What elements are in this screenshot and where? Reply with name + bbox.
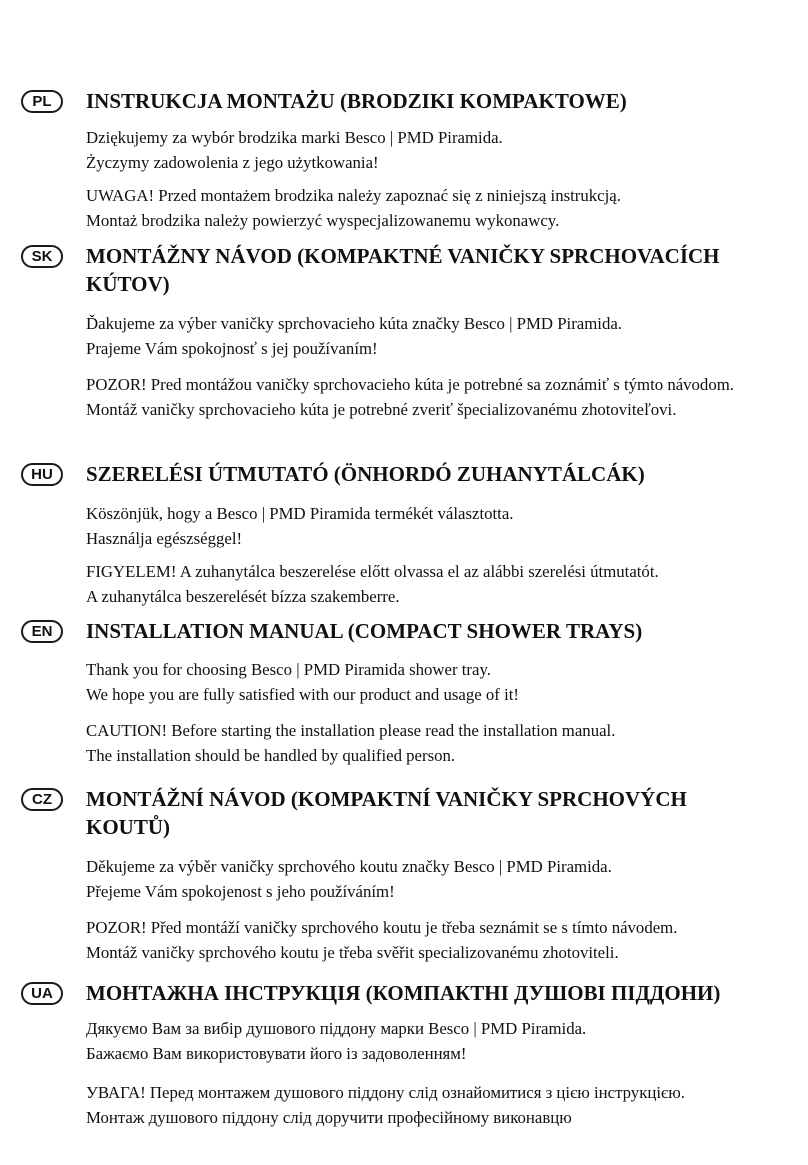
section-title-ua: МОНТАЖНА ІНСТРУКЦІЯ (КОМПАКТНІ ДУШОВІ ПІДДОНИ) xyxy=(86,981,721,1005)
thanks-line: Használja egészséggel! xyxy=(86,528,243,548)
thanks-line: Prajeme Vám spokojnosť s jej používaním! xyxy=(86,338,378,358)
caution-paragraph-ua xyxy=(86,1081,798,1130)
thanks-line: Дякуємо Вам за вибір душового піддону марки Besco | PMD Piramida. xyxy=(86,1019,587,1038)
language-badge-en: EN xyxy=(21,620,63,643)
caution-line: Montaż brodzika należy powierzyć wyspecjalizowanemu wykonawcy. xyxy=(86,210,560,230)
caution-line: CAUTION! Before starting the installation please read the installation manual. xyxy=(86,721,616,740)
thanks-paragraph-cz xyxy=(86,855,798,904)
language-badge-pl: PL xyxy=(21,90,63,113)
caution-paragraph-cz xyxy=(86,916,798,965)
section-title-hu: SZERELÉSI ÚTMUTATÓ (ÖNHORDÓ ZUHANYTÁLCÁK) xyxy=(86,462,645,486)
thanks-paragraph-hu xyxy=(86,502,798,551)
language-badge-cz: CZ xyxy=(21,788,63,811)
caution-paragraph-hu xyxy=(86,560,798,609)
language-badge-hu: HU xyxy=(21,463,63,486)
thanks-line: Přejeme Vám spokojenost s jeho používáním! xyxy=(86,881,395,901)
thanks-line: Köszönjük, hogy a Besco | PMD Piramida termékét választotta. xyxy=(86,504,514,523)
caution-line: POZOR! Pred montážou vaničky sprchovacieho kúta je potrebné sa zoznámiť s týmto návodom. xyxy=(86,375,734,394)
thanks-line: We hope you are fully satisfied with our product and usage of it! xyxy=(86,684,519,704)
caution-line: Montáž vaničky sprchového koutu je třeba svěřit specializovanému zhotoviteli. xyxy=(86,942,619,962)
thanks-line: Życzymy zadowolenia z jego użytkowania! xyxy=(86,152,379,172)
section-title-en: INSTALLATION MANUAL (COMPACT SHOWER TRAYS) xyxy=(86,619,643,643)
section-title-cz: MONTÁŽNÍ NÁVOD (KOMPAKTNÍ VANIČKY SPRCHOVÝCH KOUTŮ) xyxy=(86,787,687,839)
language-badge-sk: SK xyxy=(21,245,63,268)
caution-line: Монтаж душового піддону слід доручити професійному виконавцю xyxy=(86,1107,572,1127)
thanks-line: Ďakujeme za výber vaničky sprchovacieho kúta značky Besco | PMD Piramida. xyxy=(86,314,622,333)
thanks-line: Děkujeme za výběr vaničky sprchového koutu značky Besco | PMD Piramida. xyxy=(86,857,612,876)
caution-line: УВАГА! Перед монтажем душового піддону слід ознайомитися з цією інструкцією. xyxy=(86,1083,685,1102)
thanks-paragraph-ua xyxy=(86,1017,798,1066)
thanks-line: Thank you for choosing Besco | PMD Piramida shower tray. xyxy=(86,660,491,679)
thanks-paragraph-sk xyxy=(86,312,798,361)
thanks-paragraph-en xyxy=(86,658,798,707)
language-badge-ua: UA xyxy=(21,982,63,1005)
thanks-line: Dziękujemy za wybór brodzika marki Besco | PMD Piramida. xyxy=(86,128,503,147)
section-title-sk: MONTÁŽNY NÁVOD (KOMPAKTNÉ VANIČKY SPRCHOVACÍCH KÚTOV) xyxy=(86,244,720,296)
thanks-paragraph-pl xyxy=(86,126,798,175)
caution-line: A zuhanytálca beszerelését bízza szakemberre. xyxy=(86,586,400,606)
section-title-pl: INSTRUKCJA MONTAŻU (BRODZIKI KOMPAKTOWE) xyxy=(86,89,627,113)
caution-line: The installation should be handled by qualified person. xyxy=(86,745,456,765)
caution-line: UWAGA! Przed montażem brodzika należy zapoznać się z niniejszą instrukcją. xyxy=(86,186,621,205)
caution-line: Montáž vaničky sprchovacieho kúta je potrebné zveriť špecializovanému zhotoviteľovi. xyxy=(86,399,677,419)
caution-paragraph-sk xyxy=(86,373,786,422)
caution-paragraph-en xyxy=(86,719,798,768)
thanks-line: Бажаємо Вам використовувати його із задоволенням! xyxy=(86,1043,467,1063)
caution-paragraph-pl xyxy=(86,184,798,233)
caution-line: FIGYELEM! A zuhanytálca beszerelése előtt olvassa el az alábbi szerelési útmutatót. xyxy=(86,562,659,581)
caution-line: POZOR! Před montáží vaničky sprchového koutu je třeba seznámit se s tímto návodem. xyxy=(86,918,678,937)
